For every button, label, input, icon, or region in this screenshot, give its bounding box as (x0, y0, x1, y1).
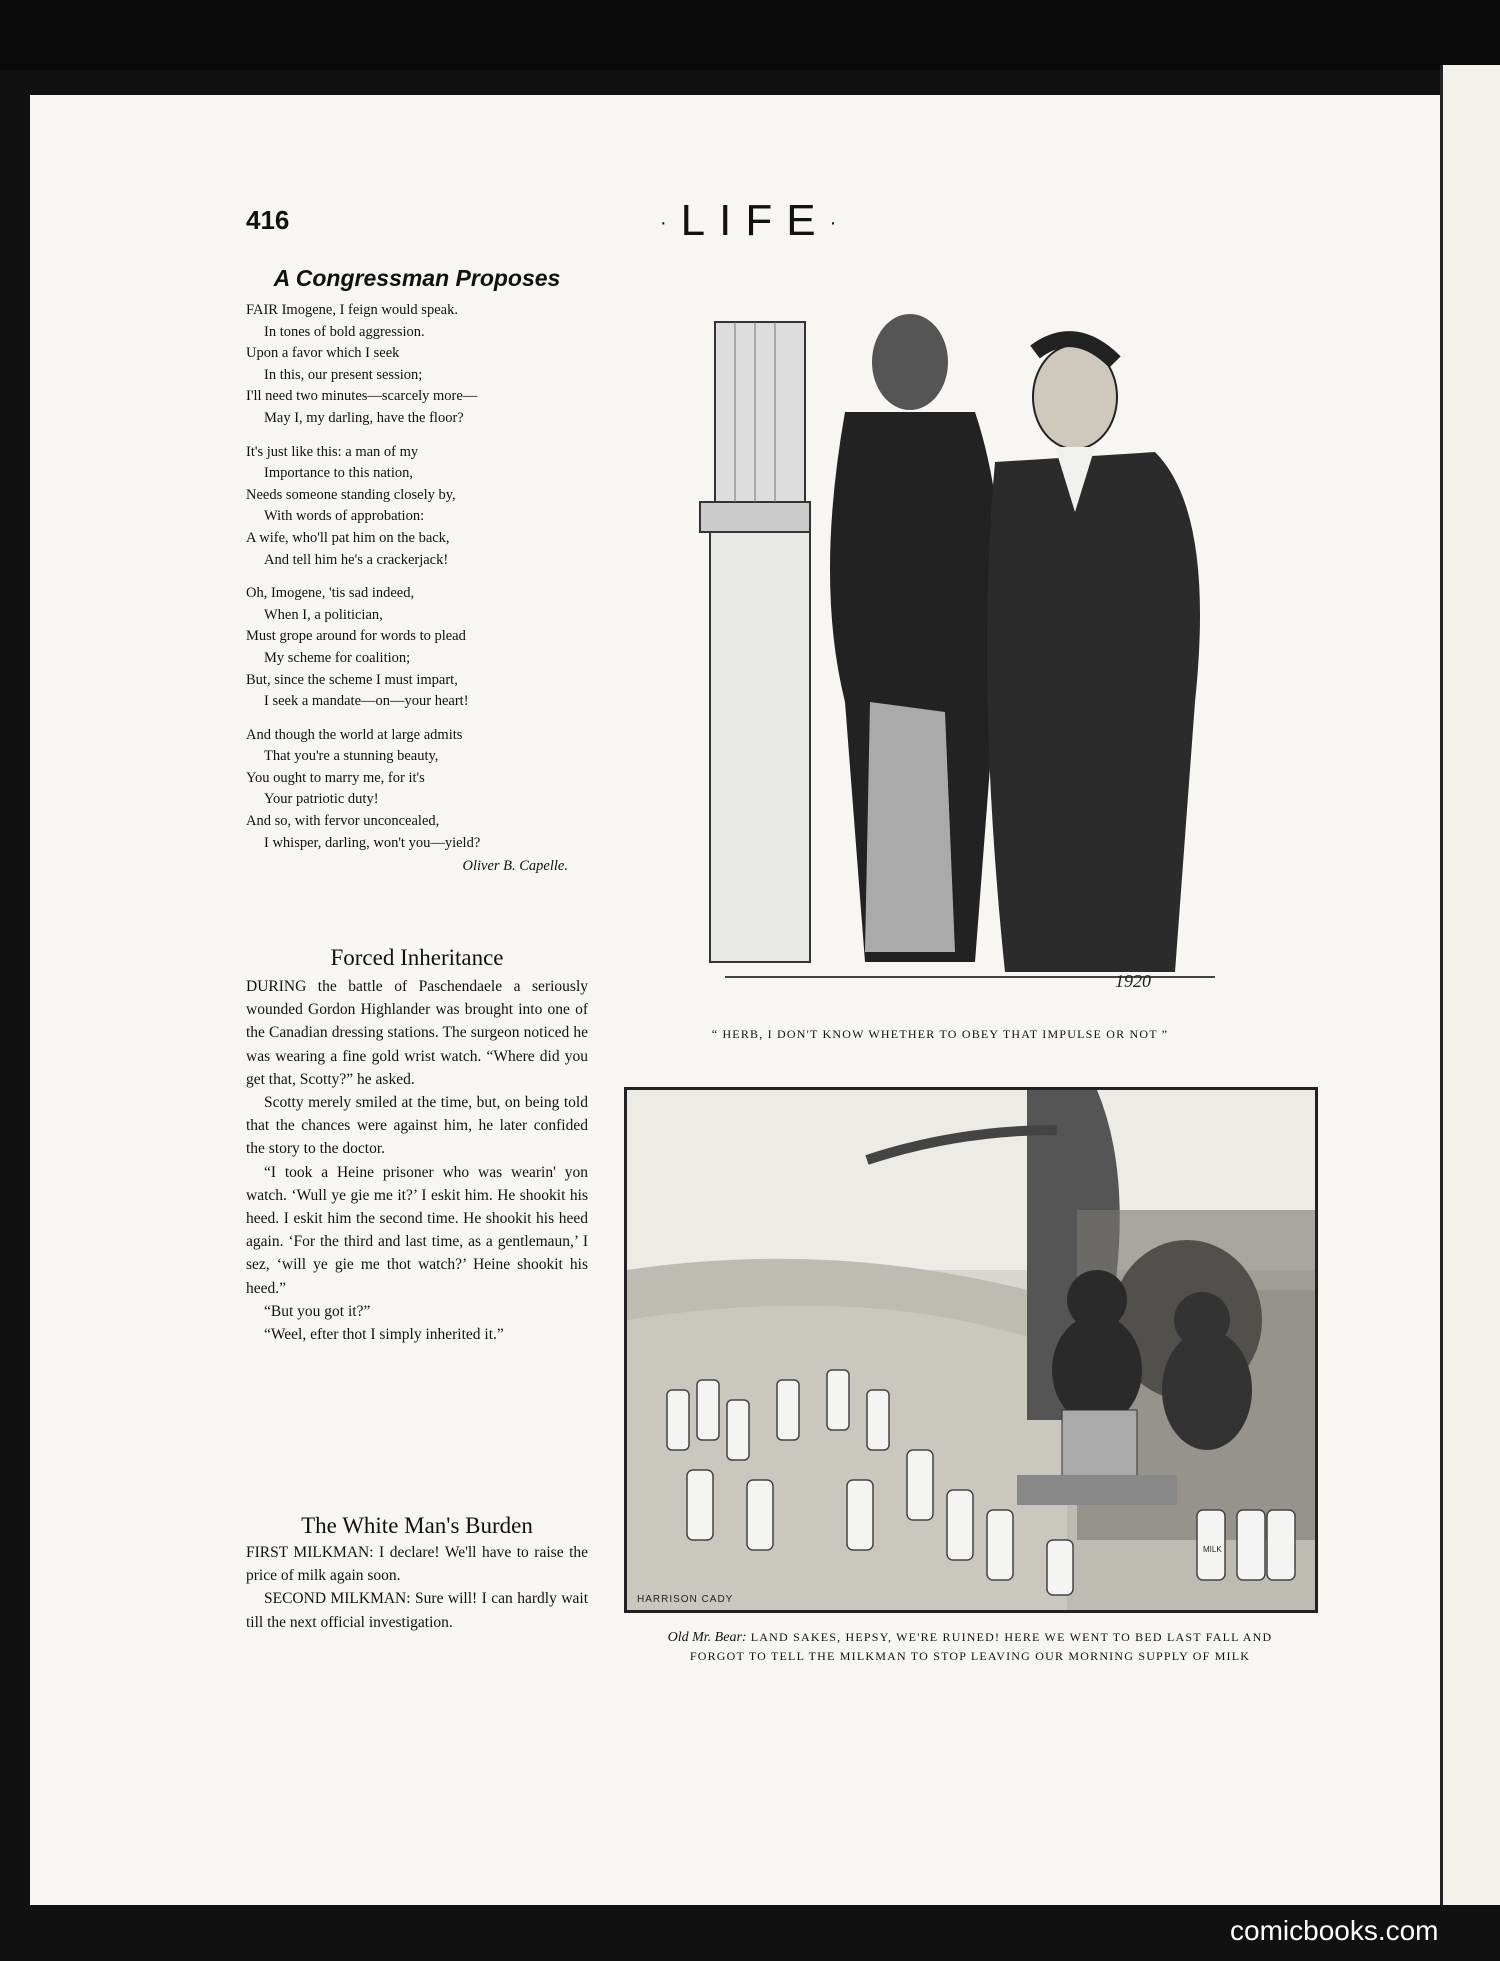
poem-line: In tones of bold aggression. (264, 323, 425, 340)
dialogue-line (246, 1541, 588, 1587)
poem-line: FAIR Imogene, I feign would speak. (246, 302, 458, 318)
poem-line: But, since the scheme I must impart, (246, 671, 458, 688)
poem-line: May I, my darling, have the floor? (264, 409, 464, 426)
poem-line: My scheme for coalition; (264, 649, 411, 666)
forced-inheritance-section (246, 945, 588, 1346)
poem-line: Your patriotic duty! (264, 791, 379, 808)
poem-stanza (246, 583, 588, 713)
poem-line: And so, with fervor unconcealed, (246, 813, 440, 830)
speaker: FIRST MILKMAN: (246, 1544, 374, 1561)
poem-line: With words of approbation: (264, 508, 425, 525)
story-paragraph: Scotty merely smiled at the time, but, on being told that the chances were against him, he later confided the story to the doctor. (246, 1094, 588, 1158)
masthead-title: LIFE (680, 196, 830, 245)
poem-line: I whisper, darling, won't you—yield? (264, 834, 481, 851)
poem-line: You ought to marry me, for it's (246, 769, 425, 786)
dialogue-text: Sure will! I can hardly wait till the next official investigation. (246, 1590, 589, 1631)
poem-line: Upon a favor which I seek (246, 345, 400, 362)
story-title: The White Man's Burden (301, 1513, 533, 1538)
poem-line: That you're a stunning beauty, (264, 748, 439, 765)
caption-speaker: Old Mr. Bear: (667, 1630, 747, 1645)
dialogue-text: I declare! We'll have to raise the price of milk again soon. (246, 1544, 589, 1585)
poem-line: In this, our present session; (264, 366, 423, 383)
top-border (0, 0, 1500, 70)
poem-author: Oliver B. Capelle. (462, 858, 568, 875)
poem-line: Oh, Imogene, 'tis sad indeed, (246, 585, 415, 602)
poem-stanza (246, 300, 588, 430)
story-paragraph: “Weel, efter thot I simply inherited it.” (264, 1326, 504, 1344)
poem-line: I'll need two minutes—scarcely more— (246, 388, 478, 405)
bear-caption (640, 1628, 1300, 1665)
story-body (246, 975, 588, 1346)
poem-line: A wife, who'll pat him on the back, (246, 529, 450, 546)
poem-line: And tell him he's a crackerjack! (264, 551, 449, 568)
story-paragraph: “I took a Heine prisoner who was wearin' yon watch. ‘Wull ye gie me it?’ I eskit him. He shookit his heed. I eskit him the second time. He shookit his heed again. ‘For the third and last time, as a gentlemaun,’ I sez, ‘will ye gie me thot watch?’ Heine shookit his heed.” (246, 1163, 588, 1297)
page-number: 416 (246, 205, 290, 235)
story-paragraph: DURING the battle of Paschendaele a seriously wounded Gordon Highlander was brought into one of the Canadian dressing stations. The surgeon noticed he was wearing a fine gold wrist watch. “Where did you get that, Scotty?” he asked. (246, 978, 588, 1088)
bear-drawing (627, 1090, 1315, 1610)
cartoon-illustration (695, 282, 1240, 997)
caption-text: LAND SAKES, HEPSY, WE'RE RUINED! HERE WE WENT TO BED LAST FALL AND FORGOT TO TELL THE MILKMAN TO STOP LEAVING OUR MORNING SUPPLY OF MILK (689, 1630, 1273, 1663)
facing-page-edge (1440, 65, 1500, 1905)
poem-body (246, 300, 588, 854)
speaker: SECOND MILKMAN: (264, 1590, 411, 1608)
poem-line: Must grope around for words to plead (246, 628, 466, 645)
white-mans-burden-section (246, 1513, 588, 1634)
watermark: comicbooks.com (1230, 1915, 1439, 1946)
poem-stanza (246, 442, 588, 572)
masthead: ·LIFE· (660, 196, 851, 245)
bottle-label: MILK (1203, 1545, 1222, 1554)
story-title: Forced Inheritance (330, 945, 504, 970)
poem-section (246, 265, 588, 875)
cartoon-caption: “ HERB, I DON'T KNOW WHETHER TO OBEY THAT IMPULSE OR NOT ” (711, 1027, 1169, 1041)
poem-line: I seek a mandate—on—your heart! (264, 693, 469, 710)
poem-stanza (246, 725, 588, 855)
poem-line: Importance to this nation, (264, 465, 413, 482)
story-body (246, 1541, 588, 1634)
story-paragraph: “But you got it?” (264, 1302, 371, 1320)
poem-title: A Congressman Proposes (273, 265, 561, 291)
poem-line: It's just like this: a man of my (246, 443, 419, 460)
poem-line: When I, a politician, (264, 606, 383, 623)
bear-illustration (624, 1087, 1318, 1613)
artist-signature: HARRISON CADY (637, 1594, 734, 1605)
dialogue-line (246, 1587, 588, 1633)
poem-line: Needs someone standing closely by, (246, 486, 456, 503)
poem-line: And though the world at large admits (246, 726, 463, 743)
cartoon-drawing (695, 282, 1240, 997)
artist-signature: 1920 (1115, 971, 1151, 991)
